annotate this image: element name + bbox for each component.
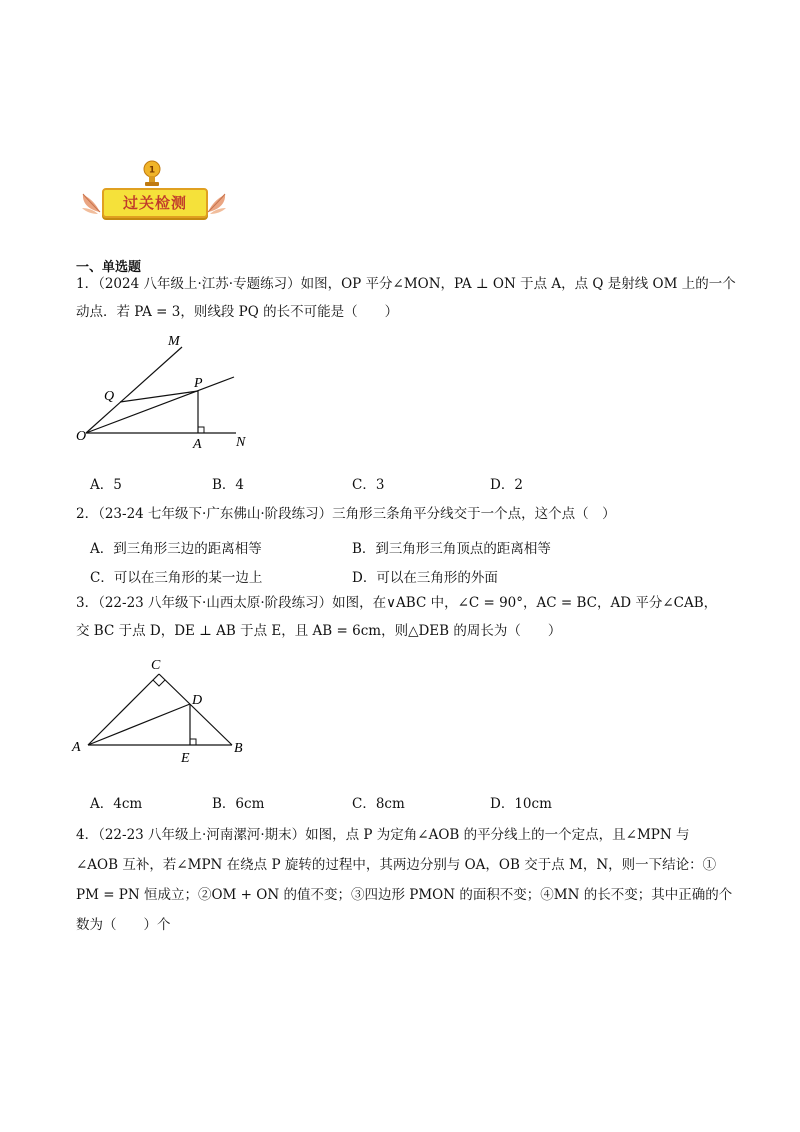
question-1-line-2: 动点．若 PA = 3，则线段 PQ 的长不可能是（ ） (76, 304, 399, 320)
question-2-number: 2． (76, 506, 99, 522)
q2-option-b[interactable]: B．到三角形三角顶点的距离相等 (352, 541, 551, 557)
question-4-line-2: ∠AOB 互补，若∠MPN 在绕点 P 旋转的过程中，其两边分别与 OA，OB 交于点 M，N，则一下结论：① (76, 857, 717, 873)
question-4-line-3: PM = PN 恒成立；②OM + ON 的值不变；③四边形 PMON 的面积不变；④MN 的长不变；其中正确的个 (76, 887, 733, 903)
q3-option-c[interactable]: C．8cm (352, 796, 405, 812)
q1-option-b[interactable]: B．4 (212, 477, 245, 493)
badge-plate (102, 188, 208, 218)
label-N: N (236, 435, 246, 450)
question-4-source: （22-23 八年级上·河南漯河·期末） (98, 827, 306, 843)
question-1-line-1 (76, 270, 736, 298)
question-2-source: （23-24 七年级下·广东佛山·阶段练习） (98, 506, 333, 522)
ray-om (86, 347, 182, 433)
question-3-figure (70, 652, 260, 767)
leaf-left-icon (80, 188, 102, 216)
label-B: B (234, 741, 243, 756)
question-3-number: 3． (76, 595, 99, 611)
question-1-text-1: 如图，OP 平分∠MON，PA ⊥ ON 于点 A，点 Q 是射线 OM 上的一个 (300, 276, 736, 292)
q1-option-c[interactable]: C．3 (352, 477, 385, 493)
q1-option-d[interactable]: D．2 (490, 477, 523, 493)
right-angle-mark-e (190, 739, 196, 745)
q3-option-d[interactable]: D．10cm (490, 796, 552, 812)
label-D: D (192, 693, 203, 708)
question-3-line-1 (76, 589, 736, 617)
section-badge (80, 160, 240, 220)
segment-ac (88, 674, 159, 745)
question-2-line-1 (76, 500, 736, 528)
question-4 (76, 820, 736, 940)
q3-option-b[interactable]: B．6cm (212, 796, 265, 812)
label-M: M (168, 334, 180, 349)
label-A: A (72, 740, 81, 755)
leaf-right-icon (206, 188, 228, 216)
trophy-icon (140, 160, 164, 188)
question-4-text-1: 如图，点 P 为定角∠AOB 的平分线上的一个定点，且∠MPN 与 (305, 827, 690, 843)
label-O: O (76, 429, 87, 444)
question-4-number: 4． (76, 827, 99, 843)
label-Q: Q (104, 389, 115, 404)
question-2-text-1: 三角形三条角平分线交于一个点，这个点（ ） (332, 506, 616, 522)
label-E: E (181, 751, 190, 766)
segment-ad (88, 704, 190, 745)
question-1-number: 1． (76, 276, 99, 292)
question-2 (76, 500, 736, 528)
label-A: A (193, 437, 202, 452)
q3-option-a[interactable]: A．4cm (90, 796, 143, 812)
badge-label: 过关检测 (122, 194, 187, 212)
segment-cb (159, 674, 232, 745)
right-angle-mark-c (153, 680, 165, 686)
question-3-source: （22-23 八年级下·山西太原·阶段练习） (98, 595, 333, 611)
question-1-figure (76, 330, 266, 455)
right-angle-mark (198, 427, 204, 433)
trophy-number: 1 (148, 165, 156, 176)
ray-op (86, 377, 234, 433)
section-title: 一、单选题 (76, 260, 142, 275)
q2-option-c[interactable]: C．可以在三角形的某一边上 (90, 570, 263, 586)
question-4-line-1 (76, 820, 736, 850)
question-1 (76, 270, 736, 326)
q2-option-d[interactable]: D．可以在三角形的外面 (352, 570, 498, 586)
label-C: C (151, 658, 161, 673)
question-3 (76, 589, 736, 645)
q2-option-a[interactable]: A．到三角形三边的距离相等 (90, 541, 262, 557)
question-3-text-1: 如图，在∨ABC 中，∠C = 90°，AC = BC，AD 平分∠CAB， (332, 595, 718, 611)
question-1-source: （2024 八年级上·江苏·专题练习） (98, 276, 301, 292)
q1-option-a[interactable]: A．5 (90, 477, 122, 493)
question-4-line-4: 数为（ ）个 (76, 917, 171, 933)
question-3-line-2: 交 BC 于点 D，DE ⊥ AB 于点 E，且 AB = 6cm，则△DEB 的周长为（ ） (76, 623, 562, 639)
label-P: P (194, 376, 203, 391)
